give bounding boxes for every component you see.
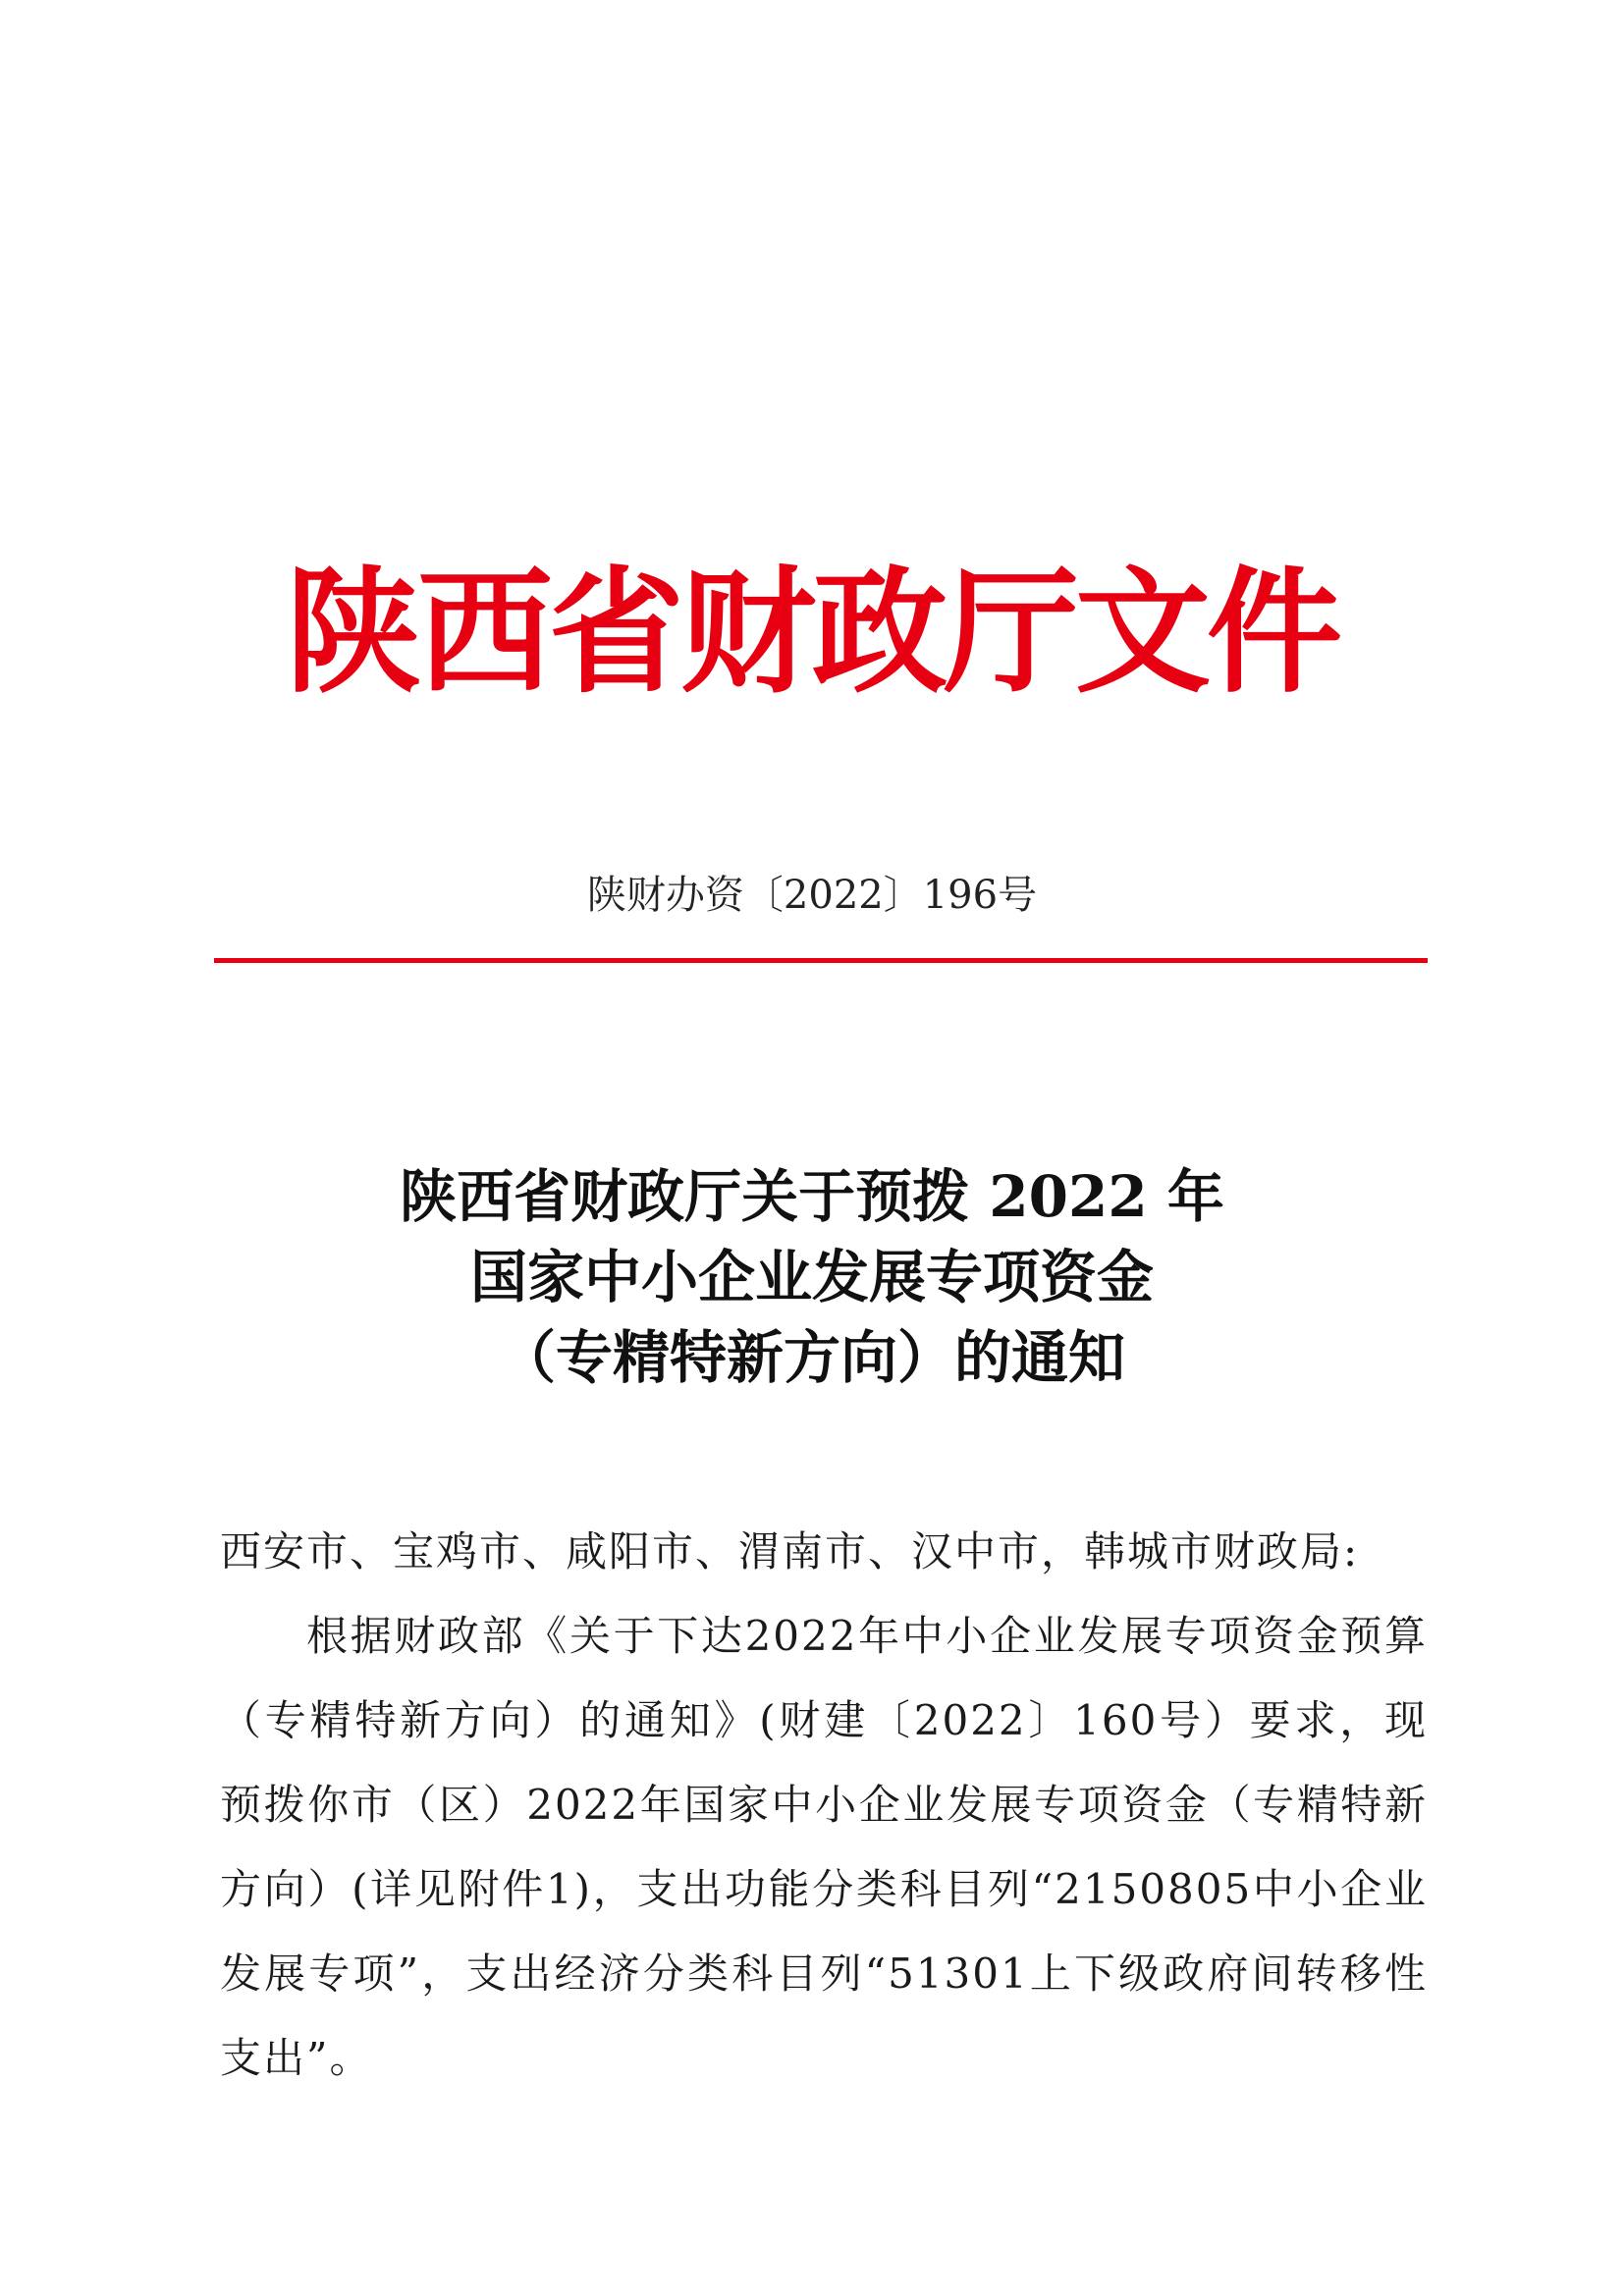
title-line-2: 国家中小企业发展专项资金 <box>469 1244 1154 1310</box>
title-line-3: （专精特新方向）的通知 <box>498 1324 1125 1391</box>
red-divider-line <box>214 958 1428 963</box>
document-title <box>0 1156 1624 1398</box>
document-body <box>220 1510 1428 2101</box>
document-number: 陕财办资〔2022〕196号 <box>586 873 1038 918</box>
body-paragraph: 根据财政部《关于下达2022年中小企业发展专项资金预算（专精特新方向）的通知》(财建〔2022〕160号）要求，现预拨你市（区）2022年国家中小企业发展专项资金（专精特新方向）(详见附件1)，支出功能分类科目列“2150805中小企业发展专项”，支出经济分类科目列“51301上下级政府间转移性支出”。 <box>220 1612 1428 2082</box>
document-masthead: 陕西省财政厅文件 <box>285 554 1338 712</box>
addressee-line: 西安市、宝鸡市、咸阳市、渭南市、汉中市，韩城市财政局: <box>220 1527 1360 1575</box>
title-line-1: 陕西省财政厅关于预拨 2022 年 <box>400 1163 1224 1230</box>
